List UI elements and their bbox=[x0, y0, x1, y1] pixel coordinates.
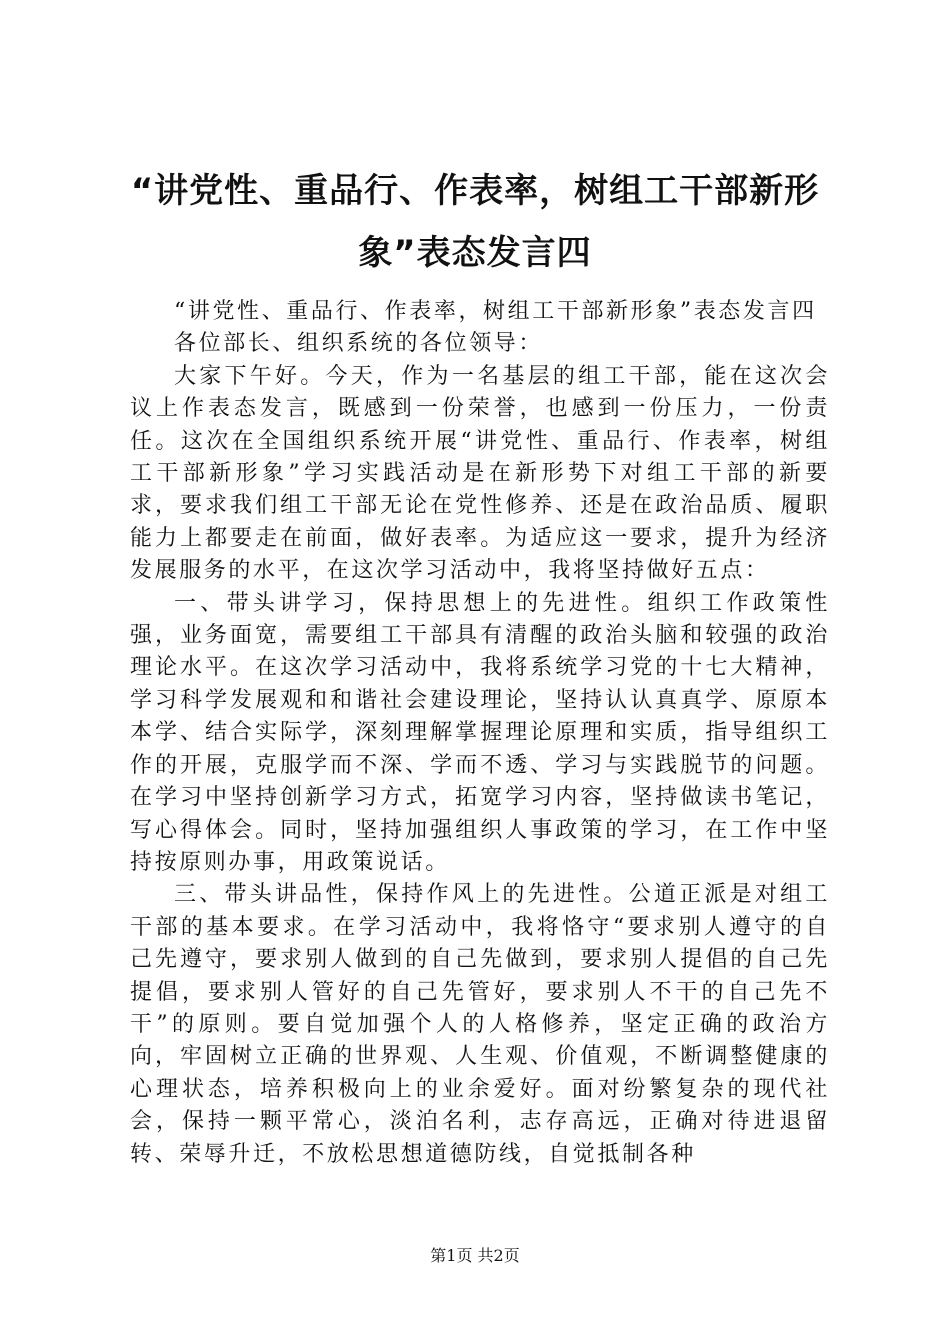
paragraph-point-three: 三、带头讲品性，保持作风上的先进性。公道正派是对组工干部的基本要求。在学习活动中，我将恪守“要求别人遵守的自己先遵守，要求别人做到的自己先做到，要求别人提倡的自己先提倡，要求别人管好的自己先管好，要求别人不干的自己先不干”的原则。要自觉加强个人的人格修养，坚定正确的政治方向，牢固树立正确的世界观、人生观、价值观，不断调整健康的心理状态，培养积极向上的业余爱好。面对纷繁复杂的现代社会，保持一颗平常心，淡泊名利，志存高远，正确对待进退留转、荣辱升迁，不放松思想道德防线，自觉抵制各种 bbox=[130, 882, 830, 1167]
paragraph-subtitle: “讲党性、重品行、作表率，树组工干部新形象”表态发言四 bbox=[174, 299, 817, 324]
paragraph-point-one: 一、带头讲学习，保持思想上的先进性。组织工作政策性强，业务面宽，需要组工干部具有清醒的政治头脑和较强的政治理论水平。在这次学习活动中，我将系统学习党的十七大精神，学习科学发展观和和谐社会建设理论，坚持认认真真学、原原本本学、结合实际学，深刻理解掌握理论原理和实质，指导组织工作的开展，克服学而不深、学而不透、学习与实践脱节的问题。在学习中坚持创新学习方式，拓宽学习内容，坚持做读书笔记，写心得体会。同时，坚持加强组织人事政策的学习，在工作中坚持按原则办事，用政策说话。 bbox=[130, 590, 830, 875]
page-number-footer: 第1页 共2页 bbox=[430, 1246, 520, 1265]
document-body bbox=[130, 296, 830, 1171]
paragraph-intro: 大家下午好。今天，作为一名基层的组工干部，能在这次会议上作表态发言，既感到一份荣誉，也感到一份压力，一份责任。这次在全国组织系统开展“讲党性、重品行、作表率，树组工干部新形象”学习实践活动是在新形势下对组工干部的新要求，要求我们组工干部无论在党性修养、还是在政治品质、履职能力上都要走在前面，做好表率。为适应这一要求，提升为经济发展服务的水平，在这次学习活动中，我将坚持做好五点： bbox=[130, 363, 830, 584]
document-title: “讲党性、重品行、作表率，树组工干部新形象”表态发言四 bbox=[130, 171, 820, 273]
paragraph-salutation: 各位部长、组织系统的各位领导： bbox=[174, 331, 544, 357]
